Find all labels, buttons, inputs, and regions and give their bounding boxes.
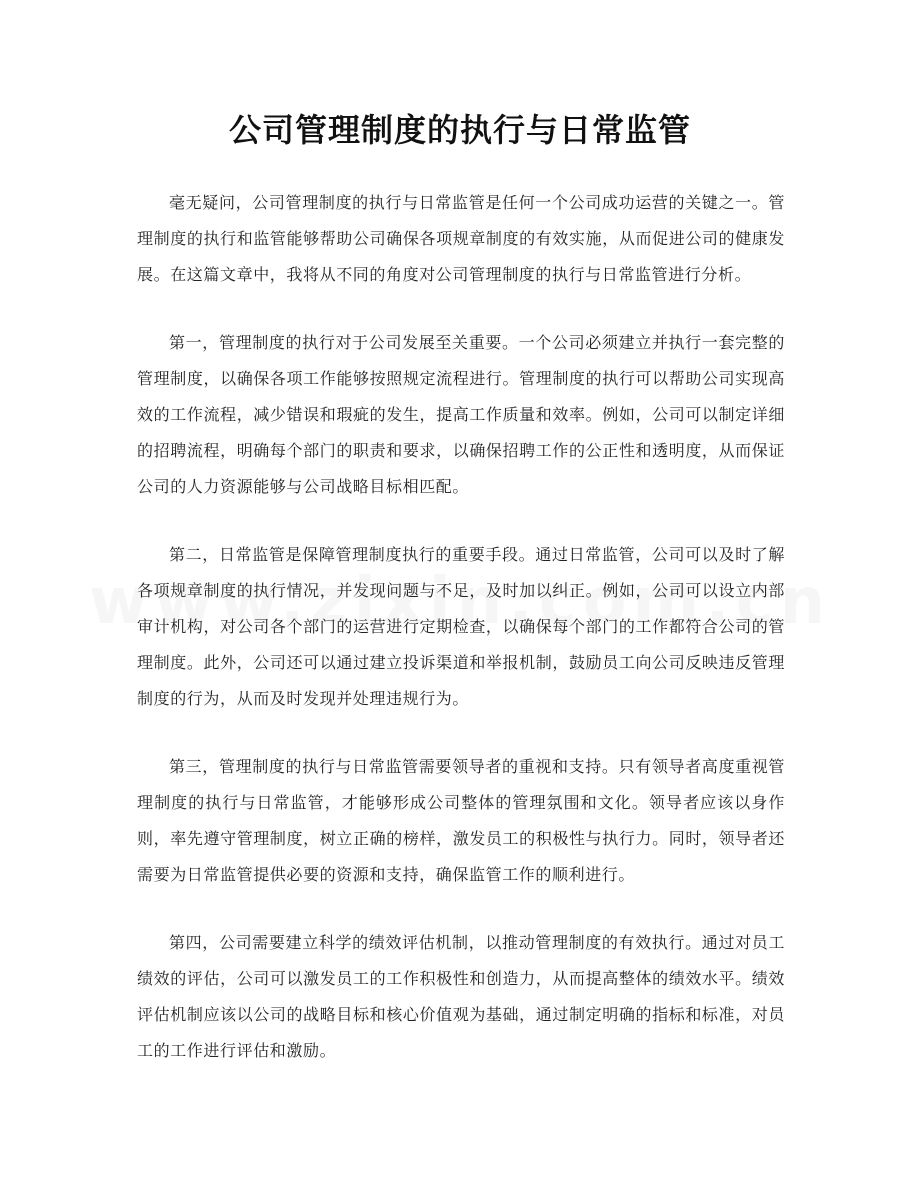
paragraph-first: 第一，管理制度的执行对于公司发展至关重要。一个公司必须建立并执行一套完整的管理制度，以确保各项工作能够按照规定流程进行。管理制度的执行可以帮助公司实现高效的工作流程，减少错误和瑕疵的发生，提高工作质量和效率。例如，公司可以制定详细的招聘流程，明确每个部门的职责和要求，以确保招聘工作的公正性和透明度，从而保证公司的人力资源能够与公司战略目标相匹配。 bbox=[137, 333, 785, 496]
paragraph-second: 第二，日常监管是保障管理制度执行的重要手段。通过日常监管，公司可以及时了解各项规章制度的执行情况，并发现问题与不足，及时加以纠正。例如，公司可以设立内部审计机构，对公司各个部门的运营进行定期检查，以确保每个部门的工作都符合公司的管理制度。此外，公司还可以通过建立投诉渠道和举报机制，鼓励员工向公司反映违反管理制度的行为，从而及时发现并处理违规行为。 bbox=[137, 545, 785, 708]
document-title: 公司管理制度的执行与日常监管 bbox=[228, 111, 691, 149]
document-body bbox=[137, 185, 785, 1101]
paragraph-third: 第三，管理制度的执行与日常监管需要领导者的重视和支持。只有领导者高度重视管理制度的执行与日常监管，才能够形成公司整体的管理氛围和文化。领导者应该以身作则，率先遵守管理制度，树立正确的榜样，激发员工的积极性与执行力。同时，领导者还需要为日常监管提供必要的资源和支持，确保监管工作的顺利进行。 bbox=[137, 757, 785, 884]
paragraph-fourth: 第四，公司需要建立科学的绩效评估机制，以推动管理制度的有效执行。通过对员工绩效的评估，公司可以激发员工的工作积极性和创造力，从而提高整体的绩效水平。绩效评估机制应该以公司的战略目标和核心价值观为基础，通过制定明确的指标和标准，对员工的工作进行评估和激励。 bbox=[137, 933, 785, 1060]
paragraph-intro: 毫无疑问，公司管理制度的执行与日常监管是任何一个公司成功运营的关键之一。管理制度的执行和监管能够帮助公司确保各项规章制度的有效实施，从而促进公司的健康发展。在这篇文章中，我将从不同的角度对公司管理制度的执行与日常监管进行分析。 bbox=[137, 193, 785, 284]
